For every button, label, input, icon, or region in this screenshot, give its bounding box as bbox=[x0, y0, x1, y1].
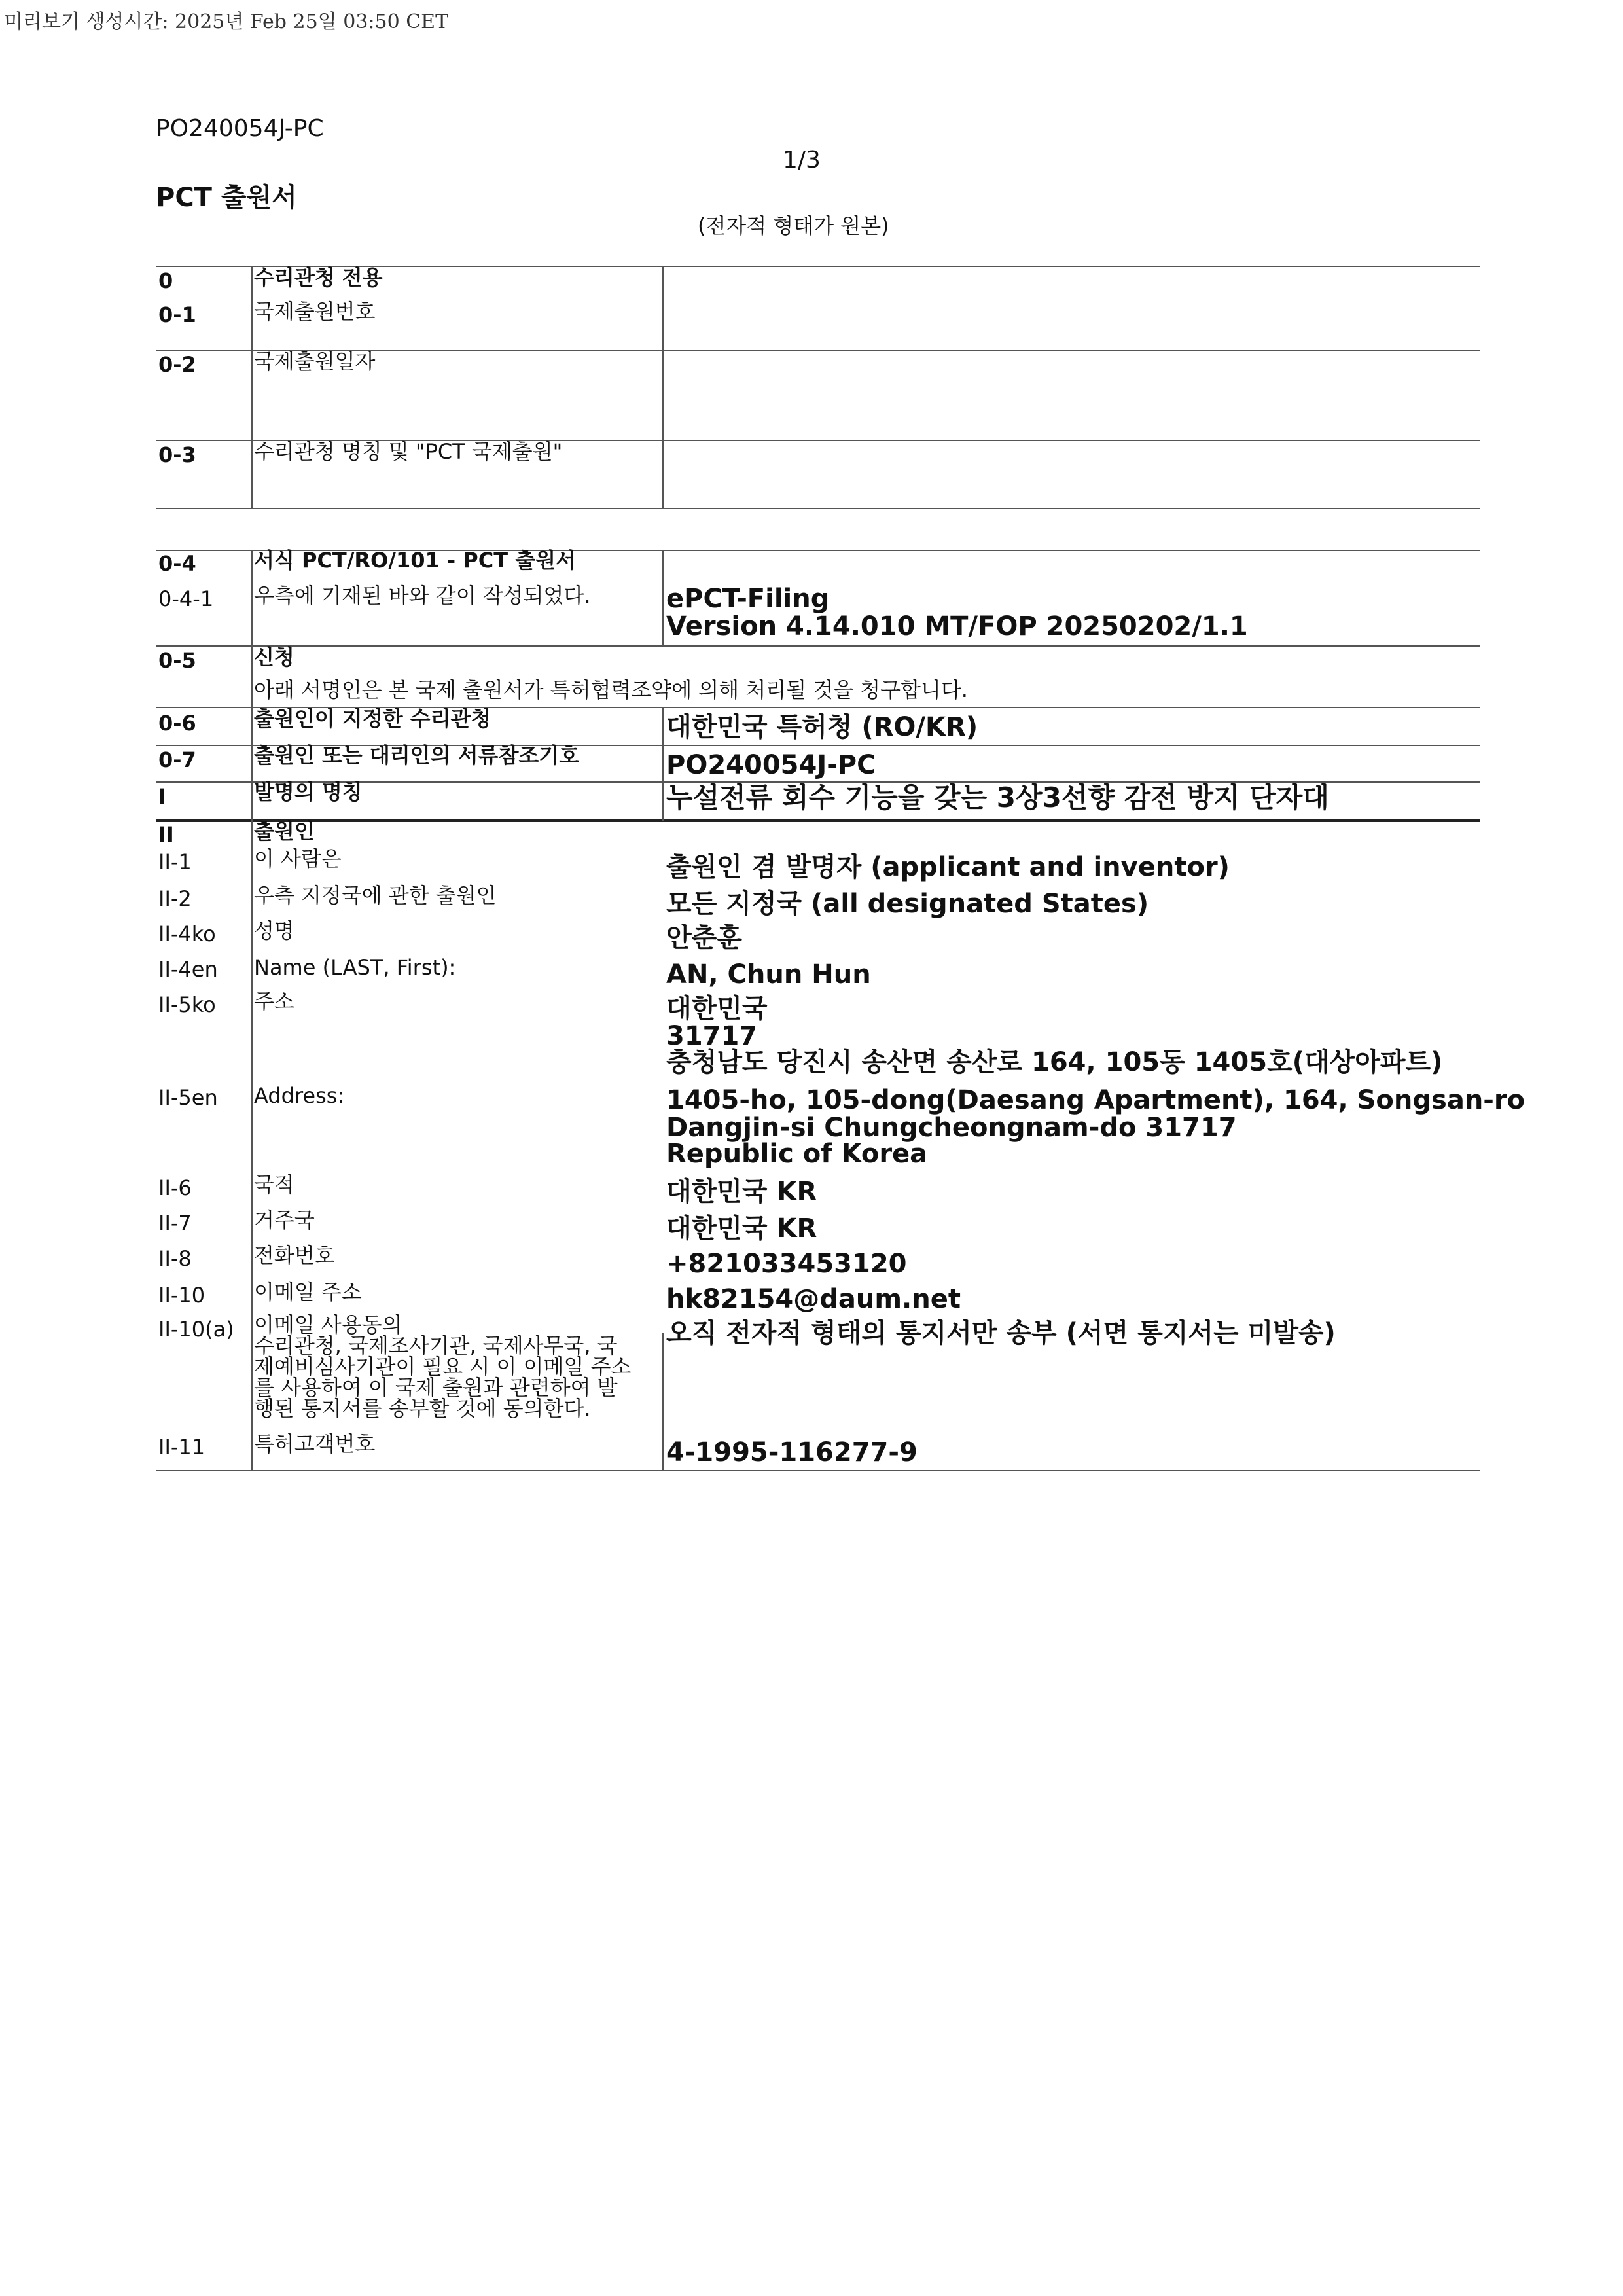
table-rule bbox=[156, 645, 1480, 647]
address-line: 대한민국 bbox=[666, 994, 768, 1024]
field-label: 국적 bbox=[254, 1172, 294, 1197]
field-code: 0-7 bbox=[158, 747, 196, 772]
table-rule bbox=[156, 508, 1480, 509]
field-label: 이메일 주소 bbox=[254, 1280, 362, 1304]
address-line: 1405-ho, 105-dong(Daesang Apartment), 164, Songsan-ro bbox=[666, 1085, 1525, 1115]
field-code: II-6 bbox=[158, 1175, 192, 1200]
field-code: I bbox=[158, 784, 166, 809]
field-label: 이메일 사용동의 bbox=[254, 1312, 402, 1337]
field-label: 전화번호 bbox=[254, 1243, 335, 1268]
request-statement: 아래 서명인은 본 국제 출원서가 특허협력조약에 의해 처리될 것을 청구합니다. bbox=[254, 677, 968, 702]
field-value: Version 4.14.010 MT/FOP 20250202/1.1 bbox=[666, 611, 1248, 641]
field-label: Address: bbox=[254, 1083, 345, 1108]
field-code: II-5ko bbox=[158, 992, 216, 1017]
field-code: II-5en bbox=[158, 1085, 218, 1110]
consent-text-line: 수리관청, 국제조사기관, 국제사무국, 국 bbox=[254, 1333, 618, 1358]
column-divider bbox=[251, 550, 253, 1470]
field-value: AN, Chun Hun bbox=[666, 960, 871, 990]
field-code: II-11 bbox=[158, 1435, 205, 1460]
field-label: 거주국 bbox=[254, 1208, 315, 1232]
field-code: 0-1 bbox=[158, 302, 196, 327]
field-label: Name (LAST, First): bbox=[254, 955, 456, 980]
consent-text-line: 행된 통지서를 송부할 것에 동의한다. bbox=[254, 1396, 591, 1421]
field-label: 출원인 bbox=[254, 819, 315, 844]
field-value: 대한민국 KR bbox=[666, 1213, 817, 1244]
field-label: 우측 지정국에 관한 출원인 bbox=[254, 883, 497, 908]
consent-text-line: 를 사용하여 이 국제 출원과 관련하여 발 bbox=[254, 1375, 618, 1400]
field-label: 특허고객번호 bbox=[254, 1431, 376, 1456]
field-value: 오직 전자적 형태의 통지서만 송부 (서면 통지서는 미발송) bbox=[666, 1318, 1336, 1348]
field-label: 서식 PCT/RO/101 - PCT 출원서 bbox=[254, 548, 576, 573]
field-code: 0 bbox=[158, 268, 173, 293]
column-divider bbox=[251, 266, 253, 508]
address-line: 충청남도 당진시 송산면 송산로 164, 105동 1405호(대상아파트) bbox=[666, 1047, 1443, 1077]
field-code: II-4en bbox=[158, 957, 218, 982]
column-divider bbox=[662, 707, 664, 821]
address-line: Dangjin-si Chungcheongnam-do 31717 bbox=[666, 1113, 1237, 1143]
field-value: 대한민국 KR bbox=[666, 1177, 817, 1207]
field-label: 신청 bbox=[254, 645, 294, 670]
field-value: 출원인 겸 발명자 (applicant and inventor) bbox=[666, 852, 1230, 882]
field-code: II-10(a) bbox=[158, 1317, 234, 1342]
field-code: 0-6 bbox=[158, 711, 196, 736]
phone-number: +821033453120 bbox=[666, 1249, 907, 1279]
field-code: II bbox=[158, 822, 174, 847]
field-label: 국제출원일자 bbox=[254, 349, 376, 374]
field-value: ePCT-Filing bbox=[666, 584, 830, 614]
column-divider bbox=[662, 1333, 664, 1470]
document-reference: PO240054J-PC bbox=[156, 115, 324, 142]
preview-timestamp: 미리보기 생성시간: 2025년 Feb 25일 03:50 CET bbox=[4, 10, 449, 33]
field-value: 모든 지정국 (all designated States) bbox=[666, 889, 1149, 919]
field-label: 출원인 또는 대리인의 서류참조기호 bbox=[254, 743, 580, 768]
email-address: hk82154@daum.net bbox=[666, 1284, 961, 1314]
field-label: 주소 bbox=[254, 989, 294, 1014]
address-line: 31717 bbox=[666, 1021, 758, 1051]
field-code: II-1 bbox=[158, 850, 192, 874]
field-code: II-2 bbox=[158, 886, 192, 911]
invention-title: 누설전류 회수 기능을 갖는 3상3선향 감전 방지 단자대 bbox=[666, 781, 1329, 814]
column-divider bbox=[662, 266, 664, 508]
field-value: 안춘훈 bbox=[666, 923, 742, 953]
field-label: 수리관청 전용 bbox=[254, 265, 383, 290]
address-line: Republic of Korea bbox=[666, 1139, 928, 1169]
field-code: 0-5 bbox=[158, 648, 196, 673]
document-title: PCT 출원서 bbox=[156, 183, 297, 213]
field-label: 우측에 기재된 바와 같이 작성되었다. bbox=[254, 583, 591, 608]
column-divider bbox=[662, 550, 664, 645]
field-label: 출원인이 지정한 수리관청 bbox=[254, 706, 491, 731]
field-code: 0-4-1 bbox=[158, 586, 214, 611]
field-label: 수리관청 명칭 및 "PCT 국제출원" bbox=[254, 439, 563, 464]
document-subtitle: (전자적 형태가 원본) bbox=[698, 213, 889, 238]
field-code: II-8 bbox=[158, 1246, 192, 1271]
field-code: II-4ko bbox=[158, 922, 216, 946]
field-value: PO240054J-PC bbox=[666, 750, 876, 780]
table-rule bbox=[156, 819, 1480, 822]
field-label: 이 사람은 bbox=[254, 846, 342, 871]
field-code: II-7 bbox=[158, 1211, 192, 1236]
field-code: 0-4 bbox=[158, 551, 196, 576]
field-label: 국제출원번호 bbox=[254, 299, 376, 324]
customer-number: 4-1995-116277-9 bbox=[666, 1437, 918, 1467]
table-rule bbox=[156, 1470, 1480, 1471]
field-code: 0-3 bbox=[158, 442, 196, 467]
field-code: II-10 bbox=[158, 1283, 205, 1308]
consent-text-line: 제예비심사기관이 필요 시 이 이메일 주소 bbox=[254, 1354, 632, 1379]
page-number: 1/3 bbox=[783, 147, 821, 173]
field-value: 대한민국 특허청 (RO/KR) bbox=[666, 712, 978, 742]
field-label: 성명 bbox=[254, 918, 294, 943]
field-code: 0-2 bbox=[158, 352, 196, 377]
field-label: 발명의 명칭 bbox=[254, 780, 363, 804]
